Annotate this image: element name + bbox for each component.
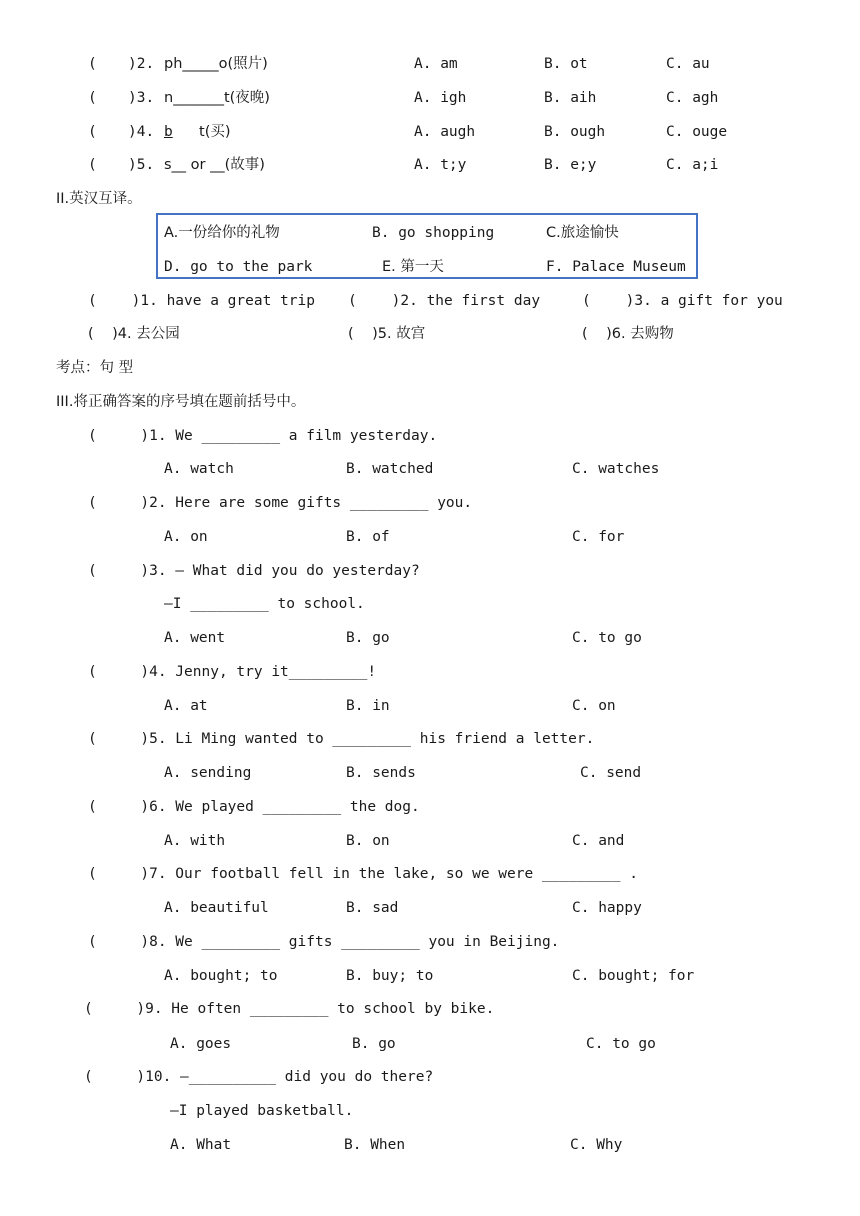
section-2-title: II.英汉互译。: [56, 191, 142, 207]
translate-item-1: ( )1. have a great trip: [88, 293, 315, 309]
option-b: B. of: [346, 529, 390, 545]
section-3-title: III.将正确答案的序号填在题前括号中。: [56, 394, 306, 410]
word-bank-item-c: C.旅途愉快: [546, 225, 619, 241]
option-c: C. ouge: [666, 124, 728, 140]
option-b: B. on: [346, 833, 390, 849]
option-c: C. to go: [586, 1036, 656, 1052]
translate-item-4: ( )4. 去公园: [88, 326, 180, 342]
option-c: C. to go: [572, 630, 642, 646]
option-a: A. What: [170, 1137, 232, 1153]
question-number: )3.: [128, 90, 155, 106]
option-c: C. bought; for: [572, 968, 695, 984]
option-b: B. sad: [346, 900, 399, 916]
option-c: C. for: [572, 529, 625, 545]
option-a: A. am: [414, 56, 458, 72]
question-word-rest: t(买): [176, 124, 231, 140]
answer-paren: (: [88, 124, 97, 140]
option-a: A. sending: [164, 765, 252, 781]
question-text: ( )5. Li Ming wanted to _________ his friend a letter.: [88, 731, 595, 747]
option-b: B. go: [346, 630, 390, 646]
option-a: A. goes: [170, 1036, 232, 1052]
question-word: ph_____o(照片): [164, 56, 268, 72]
question-word: b: [164, 124, 173, 140]
option-b: B. in: [346, 698, 390, 714]
option-c: C. happy: [572, 900, 642, 916]
option-c: C. on: [572, 698, 616, 714]
option-c: C. agh: [666, 90, 719, 106]
option-a: A. at: [164, 698, 208, 714]
option-a: A. on: [164, 529, 208, 545]
option-b: B. ot: [544, 56, 588, 72]
question-word: s__ or __(故事): [164, 157, 265, 173]
option-c: C. Why: [570, 1137, 623, 1153]
word-bank-item-b: B. go shopping: [372, 225, 495, 241]
option-b: B. ough: [544, 124, 606, 140]
question-text-line2: —I _________ to school.: [164, 596, 365, 612]
option-b: B. buy; to: [346, 968, 434, 984]
question-number: )4.: [128, 124, 155, 140]
question-text: ( )1. We _________ a film yesterday.: [88, 428, 438, 444]
translate-item-5: ( )5. 故宫: [348, 326, 426, 342]
option-b: B. go: [352, 1036, 396, 1052]
option-c: C. au: [666, 56, 710, 72]
question-text: ( )2. Here are some gifts _________ you.: [88, 495, 473, 511]
option-b: B. sends: [346, 765, 416, 781]
answer-paren: (: [88, 90, 97, 106]
option-b: B. When: [344, 1137, 406, 1153]
question-number: )5.: [128, 157, 155, 173]
option-a: A. went: [164, 630, 226, 646]
question-text-line2: —I played basketball.: [170, 1103, 354, 1119]
option-a: A. bought; to: [164, 968, 278, 984]
translate-item-6: ( )6. 去购物: [582, 326, 674, 342]
question-text: ( )4. Jenny, try it_________!: [88, 664, 377, 680]
question-text: ( )8. We _________ gifts _________ you in Beijing.: [88, 934, 560, 950]
option-c: C. a;i: [666, 157, 719, 173]
answer-paren: (: [88, 157, 97, 173]
word-bank-item-e: E. 第一天: [382, 259, 444, 275]
question-text: ( )7. Our football fell in the lake, so we were _________ .: [88, 866, 638, 882]
question-word: n_______t(夜晚): [164, 90, 270, 106]
option-b: B. e;y: [544, 157, 597, 173]
word-bank-item-a: A.一份给你的礼物: [164, 225, 280, 241]
kaodian-label: 考点：句 型: [56, 360, 134, 376]
question-text: ( )3. — What did you do yesterday?: [88, 563, 420, 579]
option-a: A. with: [164, 833, 226, 849]
word-bank-item-d: D. go to the park: [164, 259, 313, 275]
option-a: A. igh: [414, 90, 467, 106]
question-text: ( )10. —__________ did you do there?: [84, 1069, 434, 1085]
question-number: )2.: [128, 56, 155, 72]
option-a: A. beautiful: [164, 900, 269, 916]
option-a: A. t;y: [414, 157, 467, 173]
option-c: C. watches: [572, 461, 660, 477]
answer-paren: (: [88, 56, 97, 72]
option-a: A. watch: [164, 461, 234, 477]
option-c: C. send: [580, 765, 642, 781]
question-text: ( )6. We played _________ the dog.: [88, 799, 420, 815]
option-a: A. augh: [414, 124, 476, 140]
word-bank-item-f: F. Palace Museum: [546, 259, 686, 275]
option-c: C. and: [572, 833, 625, 849]
option-b: B. watched: [346, 461, 434, 477]
translate-item-3: ( )3. a gift for you: [582, 293, 783, 309]
translate-item-2: ( )2. the first day: [348, 293, 541, 309]
question-text: ( )9. He often _________ to school by bike.: [84, 1001, 495, 1017]
option-b: B. aih: [544, 90, 597, 106]
